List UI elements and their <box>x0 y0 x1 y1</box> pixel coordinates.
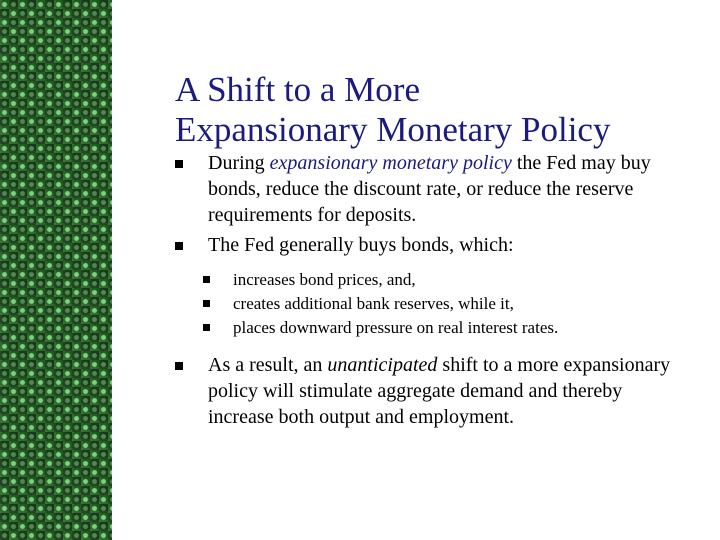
title-line-1: A Shift to a More <box>175 70 420 109</box>
slide-title <box>175 70 705 150</box>
sub-bullet-1-text: increases bond prices, and, <box>233 270 416 289</box>
sub-bullet-1 <box>203 268 675 292</box>
sub-bullet-2 <box>203 292 675 316</box>
sub-bullet-list <box>203 268 675 340</box>
bullet-1 <box>175 150 675 228</box>
bullet-3 <box>175 352 675 430</box>
slide-content <box>175 150 675 434</box>
square-bullet-icon <box>175 242 183 250</box>
sub-bullet-2-text: creates additional bank reserves, while it, <box>233 294 514 313</box>
decorative-sidebar <box>0 0 112 540</box>
square-bullet-icon <box>175 362 183 370</box>
bullet-1-emphasis: expansionary monetary policy <box>269 152 512 174</box>
bullet-3-suffix: shift to a more expansionary policy will stimulate aggregate demand and thereby increase both output and employment. <box>208 354 671 428</box>
sub-bullet-3 <box>203 316 675 340</box>
bullet-3-prefix: As a result, an <box>208 354 328 376</box>
bullet-3-emphasis: unanticipated <box>327 354 438 376</box>
bullet-1-suffix: the Fed may buy bonds, reduce the discount rate, or reduce the reserve requirements for deposits. <box>208 152 651 226</box>
sub-bullet-3-text: places downward pressure on real interest rates. <box>233 318 559 337</box>
square-bullet-icon <box>175 160 183 168</box>
square-bullet-icon <box>203 300 210 307</box>
square-bullet-icon <box>203 324 210 331</box>
title-line-2: Expansionary Monetary Policy <box>175 110 611 149</box>
bullet-2 <box>175 232 675 258</box>
bullet-1-prefix: During <box>208 152 270 174</box>
square-bullet-icon <box>203 276 210 283</box>
bullet-2-text: The Fed generally buys bonds, which: <box>208 234 514 256</box>
